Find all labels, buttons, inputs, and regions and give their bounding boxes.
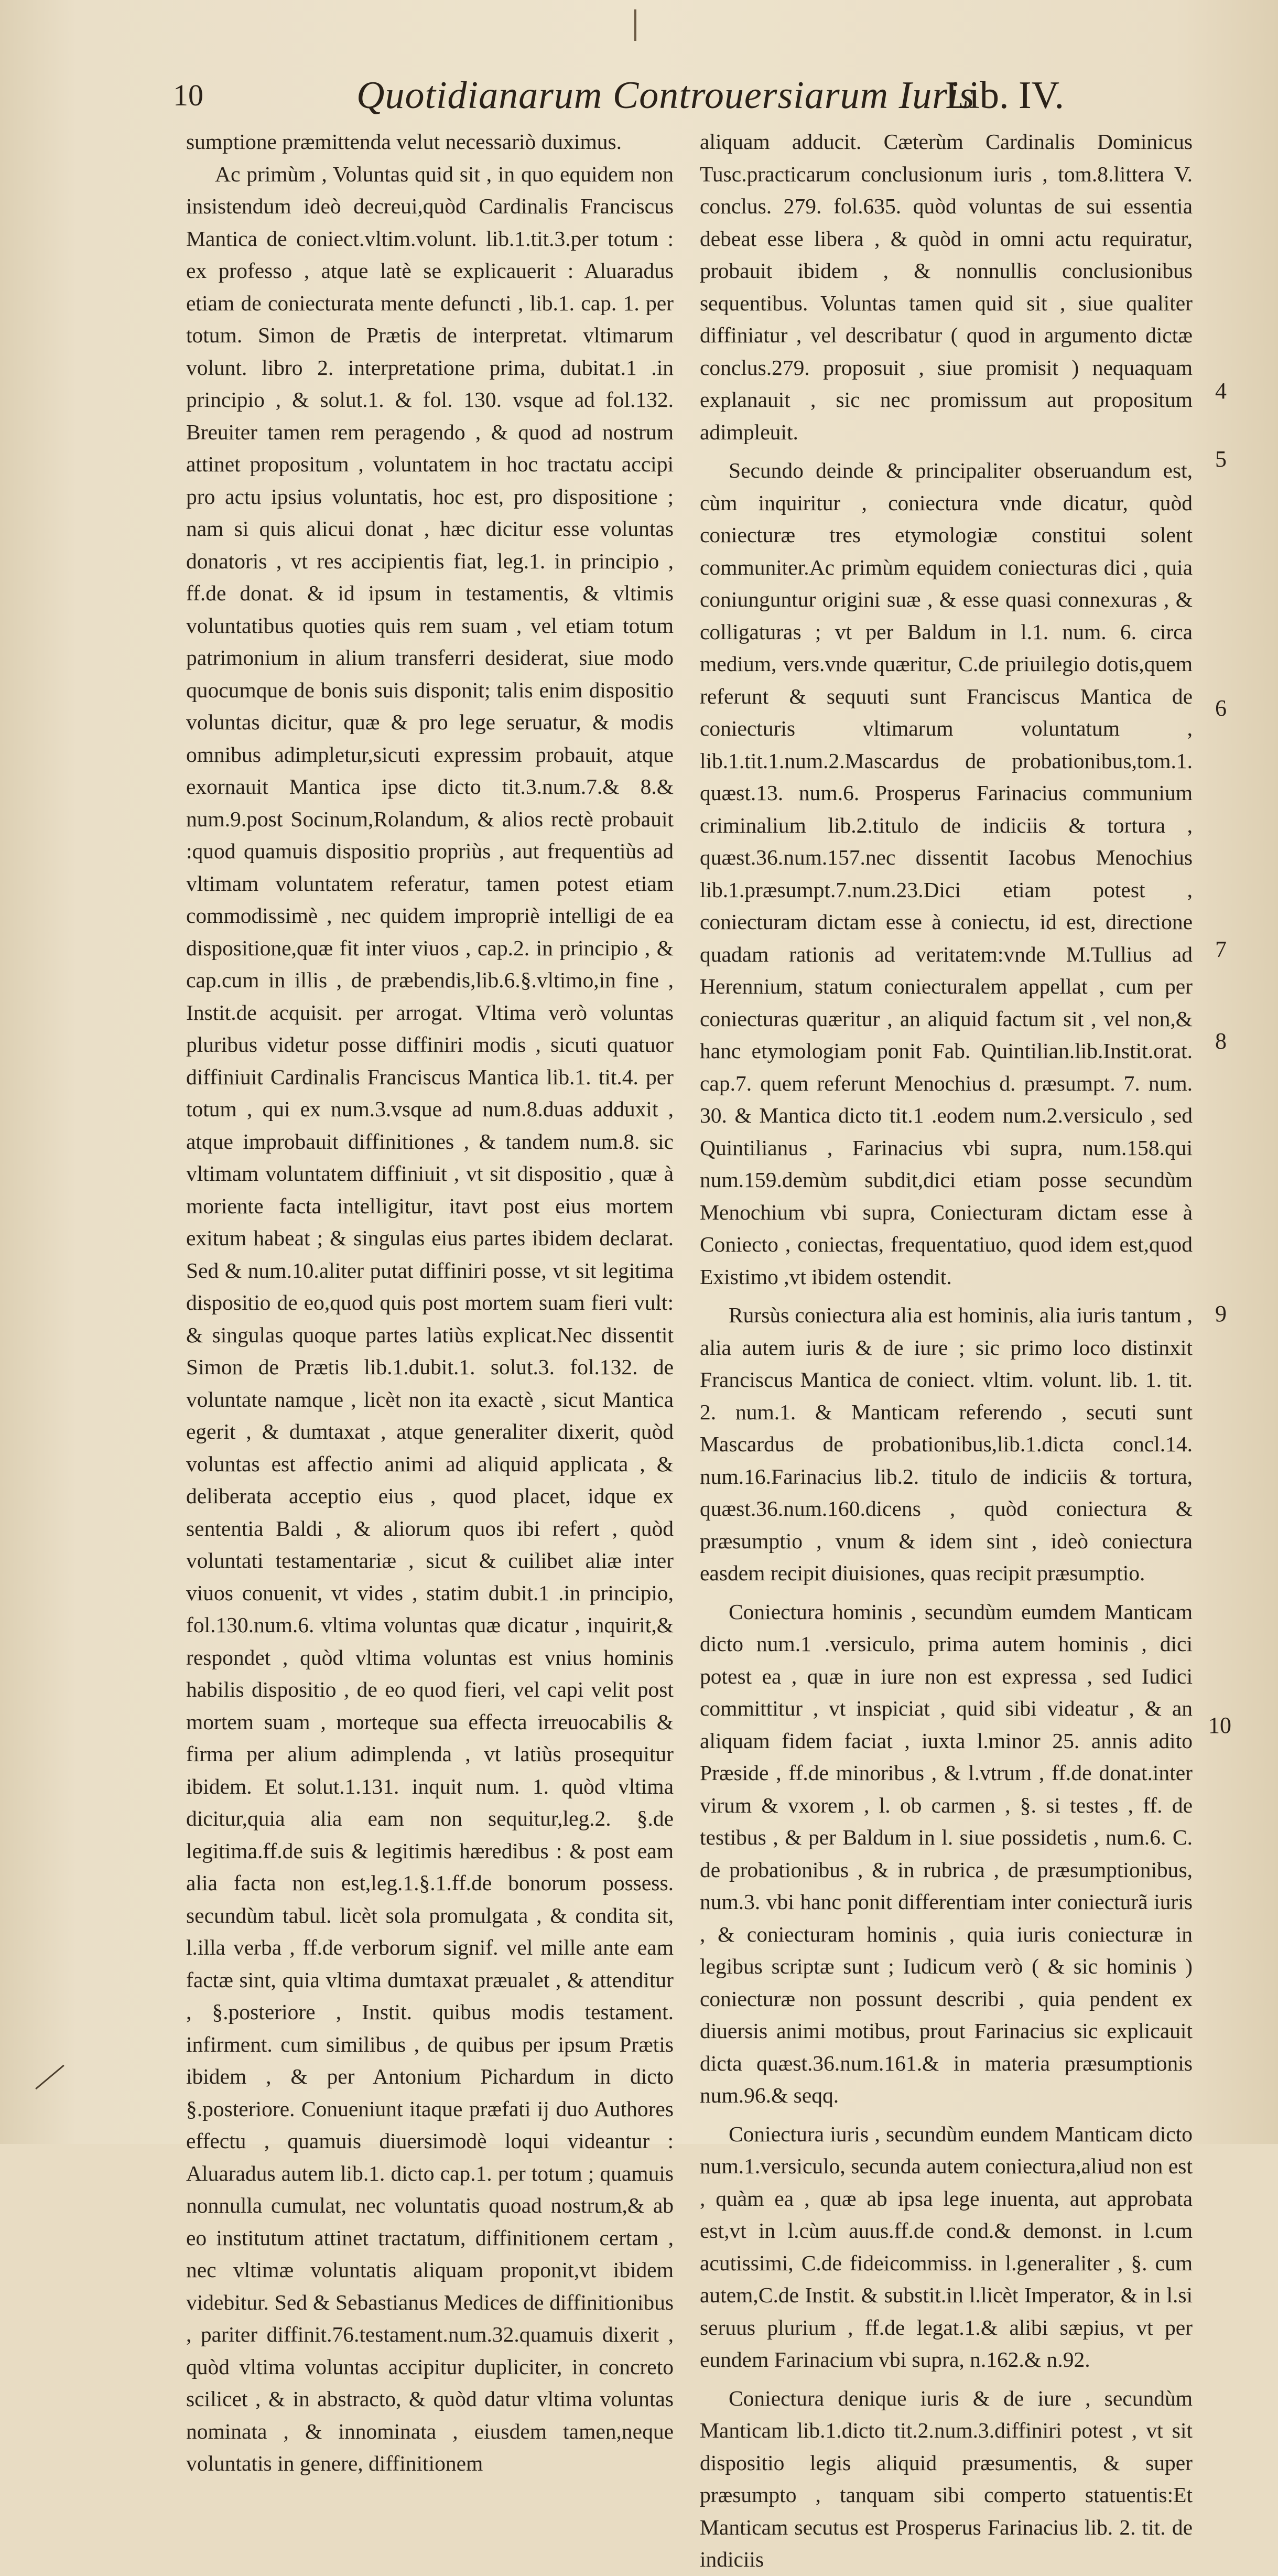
book-label: Lib. IV. xyxy=(945,74,1064,117)
paragraph: Coniectura hominis , secundùm eumdem Manticam dicto num.1 .versiculo, prima autem hominis , dici potest ea , quæ in iure non est expressa , sed Iudici committitur , vt inspiciat , quid sibi videatur , & an aliquam fidem faciat , iuxta l.minor 25. annis adito Præside , ff.de minoribus , & l.vtrum , ff.de donat.inter virum & vxorem , l. ob carmen , §. si testes , ff. de testibus , & per Baldum in l. siue possidetis , num.6. C. de probationibus , & in rubrica , de præsumptionibus, num.3. vbi hanc ponit differentiam inter coniecturã iuris , & coniecturam hominis , quia iuris coniecturæ in legibus scriptæ sunt ; Iudicum verò ( & sic hominis ) coniecturæ non possunt describi , quia pendent ex diuersis animi motibus, prout Farinacius sic explicauit dicta quæst.36.num.161.& in materia præsumptionis num.96.& seqq. xyxy=(700,1599,1193,2107)
page-header xyxy=(173,68,1064,121)
top-rule-mark xyxy=(634,9,636,41)
left-column xyxy=(186,126,674,2480)
margin-number: 7 xyxy=(1215,936,1227,962)
margin-number: 6 xyxy=(1215,695,1227,721)
paragraph: Secundo deinde & principaliter obseruandum est, cùm inquiritur , coniectura vnde dicatur, quòd coniecturæ tres etymologiæ constitui solent communiter.Ac primùm equidem coniecturas dici , quia coniunguntur origini suæ , & esse quasi connexuras , & colligaturas ; vt per Baldum in l.1. num. 6. circa medium, vers.vnde quæritur, C.de priuilegio dotis,quem referunt & sequuti sunt Franciscus Mantica de coniecturis vltimarum voluntatum , lib.1.tit.1.num.2.Mascardus de probationibus,tom.1. quæst.13. num.6. Prosperus Farinacius communium criminalium lib.2.titulo de indiciis & tortura , quæst.36.num.157.nec dissentit Iacobus Menochius lib.1.præsumpt.7.num.23.Dici etiam potest , coniecturam dictam esse à coniectu, id est, directione quadam rationis ad veritatem:vnde M.Tullius ad Herennium, statum coniecturalem appellat , cum per coniecturas quæritur , an aliquid factum sit , vel non,& hanc etymologiam ponit Fab. Quintilian.lib.Instit.orat. cap.7. quem referunt Menochius d. præsumpt. 7. num. 30. & Mantica dicto tit.1 .eodem num.2.versiculo , sed Quintilianus , Farinacius vbi supra, num.158.qui num.159.demùm subdit,dici etiam posse secundùm Menochium vbi supra, Coniecturam dictam esse à Coniecto , coniectas, frequentatiuo, quod idem est,quod Existimo ,vt ibidem ostendit. xyxy=(700,458,1193,1289)
margin-number: 8 xyxy=(1215,1028,1227,1054)
margin-number: 5 xyxy=(1215,446,1227,472)
paragraph: sumptione præmittenda velut necessariò duximus. xyxy=(186,130,622,154)
margin-number: 10 xyxy=(1208,1712,1231,1738)
paragraph: aliquam adducit. Cæterùm Cardinalis Dominicus Tusc.practicarum conclusionum iuris , tom.8.littera V. conclus. 279. fol.635. quòd voluntas de sui essentia debeat esse libera , & quòd in omni actu requiratur, probauit ibidem , & nonnullis conclusionibus sequentibus. Voluntas tamen quid sit , siue qualiter diffiniatur , vel describatur ( quod in argumento dictæ conclus.279. proposuit , siue promisit ) nequaquam explanauit , sic nec promissum aut propositum adimpleuit. xyxy=(700,130,1193,444)
page-number: 10 xyxy=(173,78,203,112)
right-column xyxy=(700,126,1193,2576)
paragraph: Coniectura denique iuris & de iure , secundùm Manticam lib.1.dicto tit.2.num.3.diffiniri potest , vt sit dispositio legis aliquid præsumentis, & super præsumpto , tanquam sibi comperto statuentis:Et Manticam secutus est Prosperus Farinacius lib. 2. tit. de indiciis xyxy=(700,2386,1193,2571)
paragraph: Rursùs coniectura alia est hominis, alia iuris tantum , alia autem iuris & de iure ; sic primo loco distinxit Franciscus Mantica de coniect. vltim. volunt. lib. 1. tit. 2. num.1. & Manticam referendo , secuti sunt Mascardus de probationibus,lib.1.dicta concl.14. num.16.Farinacius lib.2. titulo de indiciis & tortura, quæst.36.num.160.dicens , quòd coniectura & præsumptio , vnum & idem sint , ideò coniectura easdem recipit diuisiones, quas recipit præsumptio. xyxy=(700,1303,1193,1585)
paragraph: Coniectura iuris , secundùm eundem Manticam dicto num.1.versiculo, secunda autem coniectura,aliud non est , quàm ea , quæ ab ipsa lege inuenta, aut approbata est,vt in l.cùm auus.ff.de cond.& demonst. in l.cum acutissimi, C.de fideicommiss. in l.generaliter , §. cum autem,C.de Instit. & substit.in l.licèt Imperator, & in l.si seruus plurium , ff.de legat.1.& alibi sæpius, vt per eundem Farinacium vbi supra, n.162.& n.92. xyxy=(700,2121,1193,2372)
running-title: Quotidianarum Controuersiarum Iuris xyxy=(356,74,975,117)
ink-stroke-mark xyxy=(35,2065,64,2089)
margin-number: 4 xyxy=(1215,378,1227,404)
margin-number: 9 xyxy=(1215,1301,1227,1327)
paragraph: Ac primùm , Voluntas quid sit , in quo equidem non insistendum ideò decreui,quòd Cardinalis Franciscus Mantica de coniect.vltim.volunt. lib.1.tit.3.per totum : ex professo , atque latè se explicauerit : Aluaradus etiam de coniecturata mente defuncti , lib.1. cap. 1. per totum. Simon de Prætis de interpretat. vltimarum volunt. libro 2. interpretatione prima, dubitat.1 .in principio , & solut.1. & fol. 130. vsque ad fol.132. Breuiter tamen rem peragendo , & quod ad nostrum attinet propositum , voluntatem in hoc tractatu accipi pro actu ipsius voluntatis, hoc est, pro dispositione ; nam si quis alicui donat , hæc dicitur esse voluntas donatoris , vt res accipientis fiat, leg.1. in principio , ff.de donat. & id ipsum in testamentis, & vltimis voluntatibus quoties quis rem suam , vel etiam totum patrimonium in alium transferri desiderat, siue modo quocumque de bonis suis disponit; talis enim dispositio voluntas dicitur, quæ & pro lege seruatur, & modis omnibus adimpletur,sicuti expressim probauit, atque exornauit Mantica ipse dicto tit.3.num.7.& 8.& num.9.post Socinum,Rolandum, & alios rectè probauit :quod quamuis dispositio propriùs , aut frequentiùs ad vltimam voluntatem referatur, tamen potest etiam commodissimè , nec quidem impropriè intelligi de ea dispositione,quæ fit inter viuos , cap.2. in principio , & cap.cum in illis , de præbendis,lib.6.§.vltimo,in fine , Instit.de acquisit. per arrogat. Vltima verò voluntas pluribus videtur posse diffiniri modis , sicuti quatuor diffiniuit Cardinalis Franciscus Mantica lib.1. tit.4. per totum , qui ex num.3.vsque ad num.8.duas adduxit , atque improbauit diffinitiones , & tandem num.8. sic vltimam voluntatem diffiniuit , vt sit dispositio , quæ à moriente facta intelligitur, itavt post eius mortem exitum habeat ; & singulas eius partes ibidem declarat. Sed & num.10.aliter putat diffiniri posse, vt sit legitima dispositio de eo,quod quis post mortem suam fieri vult: & singulas quoque partes latiùs explicat.Nec dissentit Simon de Prætis lib.1.dubit.1. solut.3. fol.132. de voluntate namque , licèt non ita exactè , sicut Mantica egerit , & dumtaxat , atque generaliter dixerit, quòd voluntas est affectio animi ad aliquid applicata , & deliberata acceptio eius , quod placet, idque ex sententia Baldi , & aliorum quos ibi refert , quòd voluntati testamentariæ , sicut & cuilibet aliæ inter viuos conuenit, vt vides , statim dubit.1 .in principio, fol.130.num.6. vltima voluntas quæ dicatur , inquirit,& respondet , quòd vltima voluntas est vnius hominis habilis dispositio , de eo quod fieri, vel capi velit post mortem suam , morteque sua effecta irreuocabilis & firma per alium adimplenda , vt latiùs prosequitur ibidem. Et solut.1.131. inquit num. 1. quòd vltima dicitur,quia alia eam non sequitur,leg.2. §.de legitima.ff.de suis & legitimis hæredibus : & post eam alia facta non est,leg.1.§.1.ff.de bonorum possess. secundùm tabul. licèt sola promulgata , & condita sit, l.illa verba , ff.de verborum signif. vel mille ante eam factæ sint, quia vltima dumtaxat præualet , & attenditur , §.posteriore , Instit. quibus modis testament. infirment. cum similibus , de quibus per ipsum Prætis ibidem , & per Antonium Pichardum in dicto §.posteriore. Conueniunt itaque præfati ij duo Authores effectu , quamuis diuersimodè loqui videantur : Aluaradus autem lib.1. dicto cap.1. per totum ; quamuis nonnulla cumulat, nec voluntatis quoad nostrum,& ab eo institutum attinet tractatum, diffinitionem certam , nec vltimæ voluntatis aliquam proponit,vt ibidem videbitur. Sed & Sebastianus Medices de diffinitionibus , pariter diffinit.76.testament.num.32.quamuis dixerit , quòd vltima voluntas accipitur dupliciter, in concreto scilicet , & in abstracto, & quòd datur vltima voluntas nominata , & innominata , eiusdem tamen,neque voluntatis in genere, diffinitionem xyxy=(186,161,674,2475)
